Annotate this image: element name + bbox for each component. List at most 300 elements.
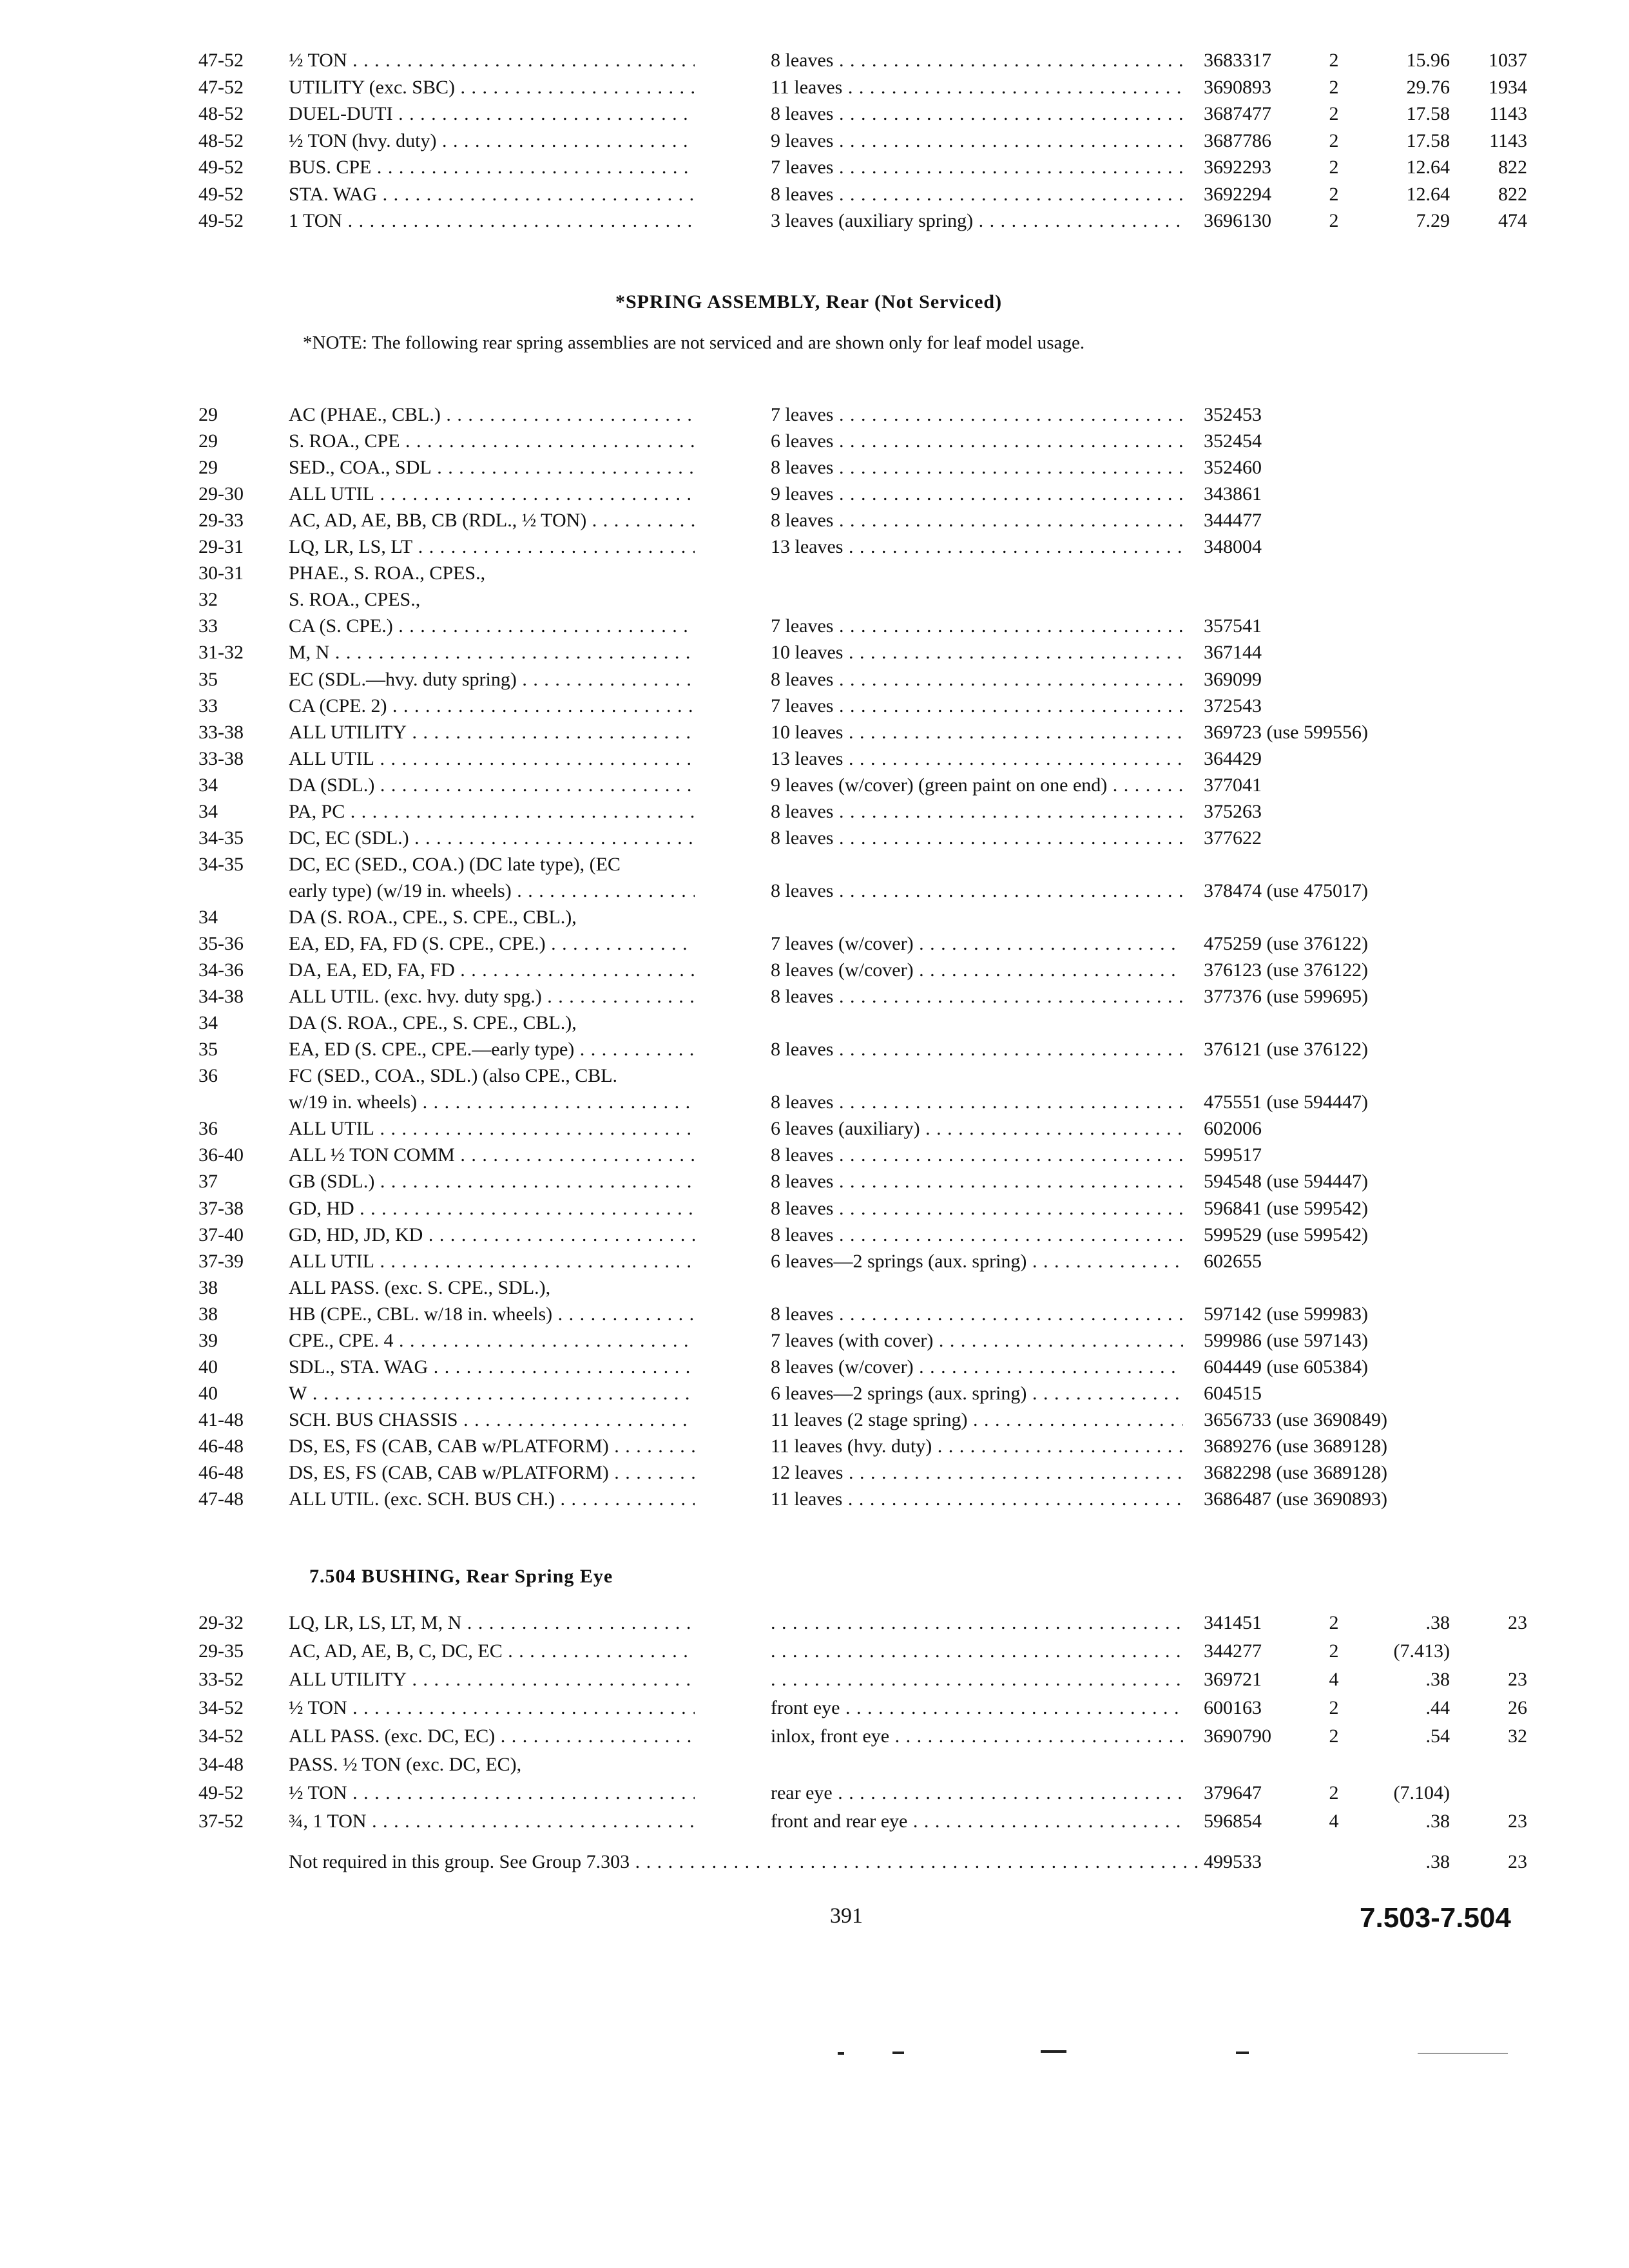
spring-assembly-part-number: 475259 (use 376122) xyxy=(1204,933,1368,954)
spring-assembly-model: CPE., CPE. 4 . . . xyxy=(289,1327,695,1355)
spring-assembly-row xyxy=(0,956,1629,985)
spring-assembly-row xyxy=(0,824,1629,852)
bushing-quantity: 2 xyxy=(1329,1640,1339,1662)
spring-assembly-years: 33-38 xyxy=(198,721,244,743)
spring-assembly-row xyxy=(0,1247,1629,1276)
spring-assembly-part-number: 599517 xyxy=(1204,1144,1262,1166)
spring-assembly-row xyxy=(0,1406,1629,1434)
spring-assembly-model: CA (CPE. 2) . . . xyxy=(289,692,695,720)
spring-assembly-title: *SPRING ASSEMBLY, Rear (Not Serviced) xyxy=(615,291,1003,312)
spring-assembly-row xyxy=(0,1062,1629,1090)
spring-assembly-part-number: 377376 (use 599695) xyxy=(1204,986,1368,1008)
spring-quantity: 2 xyxy=(1329,210,1339,231)
spring-assembly-years: 35 xyxy=(198,1039,218,1061)
spring-assembly-years: 35-36 xyxy=(198,933,244,954)
spring-assembly-row xyxy=(0,401,1629,429)
bushing-model: ¾, 1 TON . . . xyxy=(289,1807,695,1836)
spring-assembly-row xyxy=(0,1353,1629,1381)
spring-assembly-years: 34 xyxy=(198,906,218,928)
spring-assembly-row xyxy=(0,666,1629,694)
spring-assembly-years: 41-48 xyxy=(198,1408,244,1430)
spring-assembly-row xyxy=(0,745,1629,773)
bushing-part-number: 341451 xyxy=(1204,1612,1262,1633)
spring-assembly-row xyxy=(0,1221,1629,1249)
spring-row xyxy=(0,207,1629,235)
spring-description: 7 leaves . . . xyxy=(771,153,1183,182)
spring-assembly-model: DS, ES, FS (CAB, CAB w/PLATFORM) . . . xyxy=(289,1459,695,1487)
spring-assembly-model: FC (SED., COA., SDL.) (also CPE., CBL. xyxy=(289,1065,618,1087)
spring-assembly-description: 13 leaves . . . xyxy=(771,533,1183,561)
bushing-price: .44 xyxy=(1425,1697,1450,1718)
spring-assembly-years: 46-48 xyxy=(198,1435,244,1457)
scan-mark xyxy=(1418,2053,1508,2054)
spring-price: 17.58 xyxy=(1406,130,1450,151)
spring-assembly-row xyxy=(0,612,1629,640)
spring-assembly-model: SCH. BUS CHASSIS . . . xyxy=(289,1406,695,1434)
spring-assembly-row xyxy=(0,1327,1629,1355)
bushing-price: (7.413) xyxy=(1393,1640,1450,1662)
spring-assembly-part-number: 369723 (use 599556) xyxy=(1204,721,1368,743)
spring-assembly-part-number: 3689276 (use 3689128) xyxy=(1204,1435,1387,1457)
spring-assembly-row xyxy=(0,850,1629,879)
spring-description: 8 leaves . . . xyxy=(771,46,1183,75)
spring-model: DUEL-DUTI . . . xyxy=(289,100,695,128)
spring-model: ½ TON . . . xyxy=(289,46,695,75)
bushing-model: LQ, LR, LS, LT, M, N . . . xyxy=(289,1609,695,1637)
spring-assembly-model: PHAE., S. ROA., CPES., xyxy=(289,562,486,584)
spring-assembly-part-number: 599529 (use 599542) xyxy=(1204,1224,1368,1245)
spring-assembly-row xyxy=(0,1009,1629,1037)
spring-part-number: 3690893 xyxy=(1204,76,1271,98)
spring-assembly-years: 34-35 xyxy=(198,827,244,849)
spring-assembly-row xyxy=(0,930,1629,958)
spring-assembly-part-number: 3682298 (use 3689128) xyxy=(1204,1462,1387,1483)
bushing-row xyxy=(0,1609,1629,1637)
spring-row xyxy=(0,100,1629,128)
group-number: 7.503-7.504 xyxy=(1360,1902,1511,1934)
spring-quantity: 2 xyxy=(1329,130,1339,151)
spring-assembly-model: ALL UTIL . . . xyxy=(289,480,695,508)
spring-assembly-model: CA (S. CPE.) . . . xyxy=(289,612,695,640)
bushing-description xyxy=(771,1666,1183,1694)
spring-assembly-years: 29-33 xyxy=(198,510,244,532)
spring-assembly-years: 31-32 xyxy=(198,642,244,664)
bushing-quantity: 2 xyxy=(1329,1697,1339,1718)
spring-weight: 1037 xyxy=(1489,50,1527,71)
spring-assembly-model: ALL UTIL . . . xyxy=(289,1247,695,1276)
spring-quantity: 2 xyxy=(1329,76,1339,98)
spring-assembly-description: 8 leaves . . . xyxy=(771,454,1183,482)
spring-assembly-years: 36 xyxy=(198,1065,218,1087)
spring-description: 11 leaves . . . xyxy=(771,73,1183,102)
spring-weight: 474 xyxy=(1498,210,1527,231)
spring-assembly-row xyxy=(0,1168,1629,1196)
spring-assembly-model: EC (SDL.—hvy. duty spring) . . . xyxy=(289,666,695,694)
spring-years: 47-52 xyxy=(198,50,244,71)
bushing-model: AC, AD, AE, B, C, DC, EC . . . xyxy=(289,1637,695,1666)
spring-assembly-years: 34-36 xyxy=(198,959,244,981)
bushing-years: 33-52 xyxy=(198,1669,244,1690)
spring-assembly-description: 7 leaves (with cover) . . . xyxy=(771,1327,1183,1355)
spring-years: 48-52 xyxy=(198,103,244,124)
spring-assembly-part-number: 352460 xyxy=(1204,457,1262,479)
bushing-note-row xyxy=(0,1848,1629,1876)
spring-assembly-part-number: 596841 (use 599542) xyxy=(1204,1197,1368,1219)
spring-assembly-years: 34 xyxy=(198,774,218,796)
spring-assembly-part-number: 475551 (use 594447) xyxy=(1204,1091,1368,1113)
bushing-description: front and rear eye . . . xyxy=(771,1807,1183,1836)
spring-assembly-description: 13 leaves . . . xyxy=(771,745,1183,773)
scan-mark xyxy=(1236,2052,1249,2054)
spring-assembly-years: 47-48 xyxy=(198,1488,244,1510)
spring-years: 49-52 xyxy=(198,183,244,205)
spring-assembly-years: 29 xyxy=(198,457,218,479)
spring-assembly-part-number: 594548 (use 594447) xyxy=(1204,1171,1368,1193)
bushing-years: 37-52 xyxy=(198,1811,244,1832)
spring-assembly-row xyxy=(0,983,1629,1011)
spring-weight: 822 xyxy=(1498,183,1527,205)
bushing-part-number: 379647 xyxy=(1204,1782,1262,1803)
spring-assembly-part-number: 369099 xyxy=(1204,668,1262,690)
spring-part-number: 3696130 xyxy=(1204,210,1271,231)
spring-assembly-years: 37-40 xyxy=(198,1224,244,1245)
bushing-weight: 23 xyxy=(1508,1669,1527,1690)
spring-assembly-model: AC (PHAE., CBL.) . . . xyxy=(289,401,695,429)
spring-assembly-description: 8 leaves (w/cover) . . . xyxy=(771,1353,1183,1381)
bushing-quantity: 2 xyxy=(1329,1782,1339,1803)
spring-price: 17.58 xyxy=(1406,103,1450,124)
bushing-weight: 26 xyxy=(1508,1697,1527,1718)
bushing-quantity: 4 xyxy=(1329,1669,1339,1690)
spring-assembly-years: 37-38 xyxy=(198,1197,244,1219)
spring-years: 47-52 xyxy=(198,76,244,98)
spring-assembly-row xyxy=(0,903,1629,932)
spring-assembly-years: 29 xyxy=(198,404,218,425)
spring-assembly-note: *NOTE: The following rear spring assemblies are not serviced and are shown only for leaf model usage. xyxy=(303,332,1085,353)
bushing-part-number: 600163 xyxy=(1204,1697,1262,1718)
spring-assembly-years: 29-31 xyxy=(198,536,244,558)
spring-assembly-part-number: 3656733 (use 3690849) xyxy=(1204,1408,1387,1430)
spring-price: 29.76 xyxy=(1406,76,1450,98)
spring-quantity: 2 xyxy=(1329,157,1339,178)
spring-assembly-model: LQ, LR, LS, LT . . . xyxy=(289,533,695,561)
bushing-note-part: 499533 xyxy=(1204,1851,1262,1872)
spring-assembly-part-number: 377622 xyxy=(1204,827,1262,849)
spring-price: 12.64 xyxy=(1406,183,1450,205)
spring-assembly-row xyxy=(0,1088,1629,1117)
spring-assembly-part-number: 597142 (use 599983) xyxy=(1204,1303,1368,1325)
spring-assembly-description: 7 leaves . . . xyxy=(771,692,1183,720)
spring-assembly-model: DA (S. ROA., CPE., S. CPE., CBL.), xyxy=(289,906,577,928)
bushing-price: .38 xyxy=(1425,1612,1450,1633)
spring-assembly-row xyxy=(0,559,1629,588)
bushing-model: ALL UTILITY . . . xyxy=(289,1666,695,1694)
spring-assembly-row xyxy=(0,1432,1629,1461)
spring-assembly-part-number: 3686487 (use 3690893) xyxy=(1204,1488,1387,1510)
spring-model: UTILITY (exc. SBC) . . . xyxy=(289,73,695,102)
spring-weight: 1143 xyxy=(1489,103,1527,124)
spring-assembly-model: M, N . . . xyxy=(289,639,695,667)
spring-assembly-part-number: 375263 xyxy=(1204,800,1262,822)
spring-assembly-part-number: 343861 xyxy=(1204,483,1262,505)
spring-assembly-row xyxy=(0,1300,1629,1329)
spring-assembly-row xyxy=(0,877,1629,905)
spring-assembly-row xyxy=(0,1485,1629,1514)
spring-assembly-description: 6 leaves (auxiliary) . . . xyxy=(771,1115,1183,1143)
spring-assembly-years: 33 xyxy=(198,695,218,716)
bushing-row xyxy=(0,1637,1629,1666)
bushing-price: .38 xyxy=(1425,1811,1450,1832)
bushing-description: inlox, front eye . . . xyxy=(771,1722,1183,1751)
spring-assembly-years: 34-35 xyxy=(198,853,244,875)
spring-assembly-years: 34 xyxy=(198,1012,218,1034)
spring-part-number: 3692294 xyxy=(1204,183,1271,205)
spring-assembly-model: EA, ED (S. CPE., CPE.—early type) . . . xyxy=(289,1035,695,1064)
spring-assembly-model: ALL UTIL . . . xyxy=(289,745,695,773)
bushing-weight: 23 xyxy=(1508,1612,1527,1633)
bushing-years: 34-52 xyxy=(198,1697,244,1718)
spring-assembly-description: 7 leaves . . . xyxy=(771,612,1183,640)
bushing-row xyxy=(0,1694,1629,1722)
bushing-years: 34-48 xyxy=(198,1754,244,1775)
bushing-quantity: 4 xyxy=(1329,1811,1339,1832)
spring-part-number: 3687786 xyxy=(1204,130,1271,151)
spring-assembly-part-number: 602006 xyxy=(1204,1118,1262,1140)
spring-model: ½ TON (hvy. duty) . . . xyxy=(289,127,695,155)
spring-assembly-part-number: 377041 xyxy=(1204,774,1262,796)
bushing-row xyxy=(0,1666,1629,1694)
spring-assembly-model: GD, HD, JD, KD . . . xyxy=(289,1221,695,1249)
spring-assembly-description: 9 leaves . . . xyxy=(771,480,1183,508)
spring-assembly-description: 6 leaves—2 springs (aux. spring) . . . xyxy=(771,1379,1183,1408)
spring-assembly-model: S. ROA., CPES., xyxy=(289,589,421,611)
spring-assembly-description: 11 leaves . . . xyxy=(771,1485,1183,1514)
spring-weight: 1143 xyxy=(1489,130,1527,151)
spring-assembly-description: 8 leaves (w/cover) . . . xyxy=(771,956,1183,985)
spring-assembly-row xyxy=(0,454,1629,482)
spring-assembly-part-number: 364429 xyxy=(1204,747,1262,769)
spring-assembly-row xyxy=(0,427,1629,456)
spring-weight: 822 xyxy=(1498,157,1527,178)
spring-assembly-model: SED., COA., SDL . . . xyxy=(289,454,695,482)
spring-assembly-description: 8 leaves . . . xyxy=(771,798,1183,826)
bushing-row xyxy=(0,1751,1629,1779)
spring-assembly-years: 39 xyxy=(198,1329,218,1351)
spring-assembly-description: 7 leaves . . . xyxy=(771,401,1183,429)
spring-assembly-years: 32 xyxy=(198,589,218,611)
spring-description: 9 leaves . . . xyxy=(771,127,1183,155)
spring-assembly-model: GD, HD . . . xyxy=(289,1195,695,1223)
spring-assembly-model: ALL UTIL. (exc. hvy. duty spg.) . . . xyxy=(289,983,695,1011)
spring-assembly-years: 33-38 xyxy=(198,747,244,769)
spring-part-number: 3683317 xyxy=(1204,50,1271,71)
spring-assembly-model: DA, EA, ED, FA, FD . . . xyxy=(289,956,695,985)
bushing-model: ½ TON . . . xyxy=(289,1694,695,1722)
spring-assembly-row xyxy=(0,1035,1629,1064)
spring-assembly-row xyxy=(0,771,1629,800)
spring-assembly-part-number: 602655 xyxy=(1204,1250,1262,1272)
spring-assembly-years: 34-38 xyxy=(198,986,244,1008)
spring-assembly-description: 8 leaves . . . xyxy=(771,1088,1183,1117)
spring-assembly-row xyxy=(0,798,1629,826)
spring-assembly-description: 8 leaves . . . xyxy=(771,1221,1183,1249)
bushing-model: ALL PASS. (exc. DC, EC) . . . xyxy=(289,1722,695,1751)
spring-description: 8 leaves . . . xyxy=(771,100,1183,128)
bushing-section-title: 7.504 BUSHING, Rear Spring Eye xyxy=(309,1566,613,1587)
spring-assembly-model: S. ROA., CPE . . . xyxy=(289,427,695,456)
spring-assembly-years: 36 xyxy=(198,1118,218,1140)
bushing-years: 49-52 xyxy=(198,1782,244,1803)
bushing-weight: 32 xyxy=(1508,1725,1527,1747)
spring-assembly-row xyxy=(0,1459,1629,1487)
spring-years: 48-52 xyxy=(198,130,244,151)
spring-quantity: 2 xyxy=(1329,183,1339,205)
spring-row xyxy=(0,153,1629,182)
spring-assembly-row xyxy=(0,692,1629,720)
spring-assembly-model: ALL UTILITY . . . xyxy=(289,718,695,747)
spring-assembly-description: 8 leaves . . . xyxy=(771,877,1183,905)
spring-assembly-model: PA, PC . . . xyxy=(289,798,695,826)
spring-assembly-description: 8 leaves . . . xyxy=(771,1168,1183,1196)
spring-assembly-row xyxy=(0,533,1629,561)
spring-assembly-model: DS, ES, FS (CAB, CAB w/PLATFORM) . . . xyxy=(289,1432,695,1461)
spring-assembly-row xyxy=(0,1274,1629,1302)
spring-assembly-description: 12 leaves . . . xyxy=(771,1459,1183,1487)
spring-price: 12.64 xyxy=(1406,157,1450,178)
spring-assembly-model: W . . . xyxy=(289,1379,695,1408)
spring-assembly-years: 30-31 xyxy=(198,562,244,584)
spring-quantity: 2 xyxy=(1329,50,1339,71)
spring-assembly-description: 8 leaves . . . xyxy=(771,1300,1183,1329)
scan-mark xyxy=(892,2052,904,2054)
spring-assembly-part-number: 376123 (use 376122) xyxy=(1204,959,1368,981)
spring-quantity: 2 xyxy=(1329,103,1339,124)
spring-row xyxy=(0,180,1629,209)
bushing-price: .54 xyxy=(1425,1725,1450,1747)
bushing-quantity: 2 xyxy=(1329,1725,1339,1747)
bushing-years: 29-32 xyxy=(198,1612,244,1633)
bushing-model: ½ TON . . . xyxy=(289,1779,695,1807)
spring-assembly-row xyxy=(0,718,1629,747)
spring-assembly-description: 9 leaves (w/cover) (green paint on one end) . . . xyxy=(771,771,1183,800)
bushing-description xyxy=(771,1637,1183,1666)
spring-row xyxy=(0,73,1629,102)
spring-assembly-model: ALL UTIL. (exc. SCH. BUS CH.) . . . xyxy=(289,1485,695,1514)
bushing-part-number: 3690790 xyxy=(1204,1725,1271,1747)
spring-assembly-years: 37-39 xyxy=(198,1250,244,1272)
spring-assembly-model: ALL UTIL . . . xyxy=(289,1115,695,1143)
spring-assembly-model: DC, EC (SED., COA.) (DC late type), (EC xyxy=(289,853,621,875)
scan-mark xyxy=(838,2052,844,2055)
bushing-note-weight: 23 xyxy=(1508,1851,1527,1872)
spring-assembly-description: 11 leaves (2 stage spring) . . . xyxy=(771,1406,1183,1434)
spring-model: STA. WAG . . . xyxy=(289,180,695,209)
spring-assembly-description: 6 leaves . . . xyxy=(771,427,1183,456)
bushing-model: PASS. ½ TON (exc. DC, EC), xyxy=(289,1754,522,1775)
spring-assembly-part-number: 344477 xyxy=(1204,510,1262,532)
spring-years: 49-52 xyxy=(198,210,244,231)
bushing-part-number: 369721 xyxy=(1204,1669,1262,1690)
spring-assembly-row xyxy=(0,1195,1629,1223)
spring-price: 7.29 xyxy=(1416,210,1450,231)
spring-assembly-years: 36-40 xyxy=(198,1144,244,1166)
spring-assembly-row xyxy=(0,480,1629,508)
spring-assembly-row xyxy=(0,1115,1629,1143)
spring-assembly-model: w/19 in. wheels) . . . xyxy=(289,1088,695,1117)
bushing-note-text: Not required in this group. See Group 7.303 . . . xyxy=(289,1848,1204,1876)
page-number: 391 xyxy=(830,1904,863,1928)
spring-assembly-row xyxy=(0,1141,1629,1169)
bushing-row xyxy=(0,1807,1629,1836)
spring-assembly-years: 29-30 xyxy=(198,483,244,505)
spring-assembly-model: early type) (w/19 in. wheels) . . . xyxy=(289,877,695,905)
spring-assembly-years: 33 xyxy=(198,615,218,637)
spring-assembly-years: 29 xyxy=(198,430,218,452)
bushing-part-number: 596854 xyxy=(1204,1811,1262,1832)
spring-assembly-part-number: 604449 (use 605384) xyxy=(1204,1356,1368,1378)
spring-assembly-part-number: 376121 (use 376122) xyxy=(1204,1039,1368,1061)
spring-part-number: 3687477 xyxy=(1204,103,1271,124)
spring-assembly-row xyxy=(0,586,1629,614)
scan-mark xyxy=(1041,2050,1066,2053)
spring-assembly-part-number: 367144 xyxy=(1204,642,1262,664)
spring-assembly-part-number: 348004 xyxy=(1204,536,1262,558)
spring-assembly-model: ALL ½ TON COMM . . . xyxy=(289,1141,695,1169)
spring-price: 15.96 xyxy=(1406,50,1450,71)
bushing-description xyxy=(771,1609,1183,1637)
spring-model: 1 TON . . . xyxy=(289,207,695,235)
spring-row xyxy=(0,127,1629,155)
bushing-quantity: 2 xyxy=(1329,1612,1339,1633)
spring-assembly-model: ALL PASS. (exc. S. CPE., SDL.), xyxy=(289,1276,551,1298)
spring-assembly-part-number: 604515 xyxy=(1204,1382,1262,1404)
spring-assembly-description: 8 leaves . . . xyxy=(771,506,1183,535)
bushing-note-price: .38 xyxy=(1425,1851,1450,1872)
spring-assembly-row xyxy=(0,1379,1629,1408)
spring-assembly-description: 6 leaves—2 springs (aux. spring) . . . xyxy=(771,1247,1183,1276)
spring-weight: 1934 xyxy=(1489,76,1527,98)
spring-assembly-description: 8 leaves . . . xyxy=(771,824,1183,852)
spring-assembly-description: 8 leaves . . . xyxy=(771,1141,1183,1169)
spring-part-number: 3692293 xyxy=(1204,157,1271,178)
spring-assembly-years: 46-48 xyxy=(198,1462,244,1483)
bushing-price: .38 xyxy=(1425,1669,1450,1690)
bushing-row xyxy=(0,1779,1629,1807)
bushing-years: 29-35 xyxy=(198,1640,244,1662)
spring-assembly-model: DC, EC (SDL.) . . . xyxy=(289,824,695,852)
spring-assembly-years: 40 xyxy=(198,1356,218,1378)
spring-assembly-description: 11 leaves (hvy. duty) . . . xyxy=(771,1432,1183,1461)
spring-assembly-years: 35 xyxy=(198,668,218,690)
spring-assembly-part-number: 372543 xyxy=(1204,695,1262,716)
spring-assembly-years: 38 xyxy=(198,1276,218,1298)
spring-assembly-description: 8 leaves . . . xyxy=(771,983,1183,1011)
spring-assembly-model: AC, AD, AE, BB, CB (RDL., ½ TON) . . . xyxy=(289,506,695,535)
spring-assembly-part-number: 357541 xyxy=(1204,615,1262,637)
spring-assembly-part-number: 352453 xyxy=(1204,404,1262,425)
spring-assembly-years: 40 xyxy=(198,1382,218,1404)
spring-model: BUS. CPE . . . xyxy=(289,153,695,182)
spring-row xyxy=(0,46,1629,75)
spring-assembly-years: 34 xyxy=(198,800,218,822)
spring-years: 49-52 xyxy=(198,157,244,178)
spring-assembly-model: DA (SDL.) . . . xyxy=(289,771,695,800)
spring-assembly-description: 10 leaves . . . xyxy=(771,639,1183,667)
spring-assembly-model: SDL., STA. WAG . . . xyxy=(289,1353,695,1381)
spring-assembly-description: 10 leaves . . . xyxy=(771,718,1183,747)
spring-assembly-part-number: 599986 (use 597143) xyxy=(1204,1329,1368,1351)
spring-assembly-model: GB (SDL.) . . . xyxy=(289,1168,695,1196)
